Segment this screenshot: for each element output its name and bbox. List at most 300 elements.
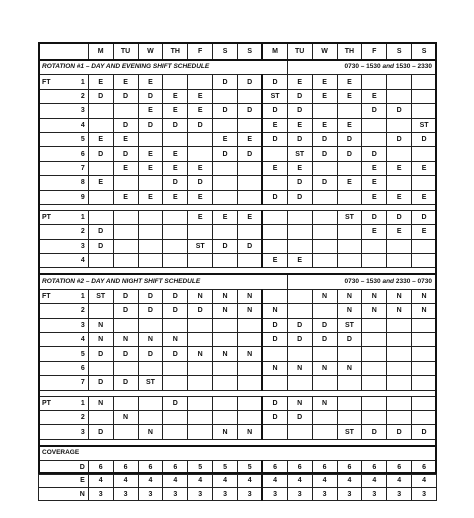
shift-cell: [387, 254, 412, 268]
staff-row: [39, 254, 437, 268]
shift-cell: N: [412, 289, 437, 303]
shift-time-a: 0730 – 1530: [344, 63, 381, 71]
shift-cell: D: [163, 118, 188, 132]
staff-type: FT: [39, 75, 64, 89]
shift-cell: [337, 254, 362, 268]
shift-cell: E: [213, 132, 238, 146]
coverage-cell: 4: [163, 474, 188, 487]
shift-cell: [163, 376, 188, 390]
day-header: S: [387, 43, 412, 60]
shift-cell: E: [337, 176, 362, 190]
shift-cell: [238, 333, 263, 347]
coverage-cell: 3: [88, 487, 113, 500]
shift-cell: [362, 410, 387, 424]
staff-number: 2: [63, 225, 88, 239]
shift-cell: [287, 425, 312, 439]
coverage-cell: 6: [88, 461, 113, 474]
coverage-cell: 6: [163, 461, 188, 474]
coverage-cell: 4: [337, 474, 362, 487]
staff-type: [39, 104, 64, 118]
shift-cell: E: [188, 190, 213, 204]
day-header: M: [88, 43, 113, 60]
coverage-cell: 3: [262, 487, 287, 500]
shift-cell: [312, 410, 337, 424]
coverage-label: N: [63, 487, 88, 500]
rotation-title: ROTATION #2 – DAY AND NIGHT SHIFT SCHEDULE: [39, 274, 288, 289]
shift-cell: [387, 147, 412, 161]
shift-cell: [362, 318, 387, 332]
shift-cell: D: [337, 132, 362, 146]
shift-cell: [163, 425, 188, 439]
staff-type: [39, 190, 64, 204]
shift-cell: D: [163, 347, 188, 361]
shift-cell: D: [412, 425, 437, 439]
coverage-cell: 3: [387, 487, 412, 500]
staff-number: 2: [63, 304, 88, 318]
shift-cell: [88, 410, 113, 424]
staff-number: 2: [63, 89, 88, 103]
shift-cell: [138, 210, 163, 224]
shift-cell: [113, 425, 138, 439]
shift-cell: E: [188, 210, 213, 224]
staff-type: [39, 410, 64, 424]
staff-row: [39, 132, 437, 146]
day-header: S: [238, 43, 263, 60]
shift-cell: ST: [138, 376, 163, 390]
shift-cell: D: [412, 210, 437, 224]
shift-cell: ST: [337, 318, 362, 332]
shift-cell: [238, 176, 263, 190]
coverage-row: [39, 487, 437, 500]
shift-cell: D: [262, 75, 287, 89]
shift-cell: D: [262, 333, 287, 347]
shift-cell: D: [387, 425, 412, 439]
staff-row: [39, 225, 437, 239]
shift-cell: D: [113, 147, 138, 161]
shift-cell: [138, 318, 163, 332]
shift-cell: D: [262, 318, 287, 332]
shift-cell: D: [213, 147, 238, 161]
coverage-cell: 3: [412, 487, 437, 500]
staff-type: PT: [39, 210, 64, 224]
shift-cell: [238, 118, 263, 132]
shift-cell: [188, 361, 213, 375]
shift-cell: [362, 254, 387, 268]
shift-cell: D: [138, 347, 163, 361]
shift-cell: [387, 318, 412, 332]
shift-cell: D: [163, 304, 188, 318]
shift-cell: [412, 239, 437, 253]
shift-cell: [362, 361, 387, 375]
shift-cell: E: [387, 225, 412, 239]
shift-cell: N: [88, 396, 113, 410]
shift-cell: E: [287, 118, 312, 132]
shift-cell: [88, 210, 113, 224]
rotation-title: ROTATION #1 – DAY AND EVENING SHIFT SCHEDULE: [39, 60, 288, 75]
staff-number: 1: [63, 289, 88, 303]
shift-cell: [188, 147, 213, 161]
shift-cell: [312, 161, 337, 175]
shift-cell: N: [287, 361, 312, 375]
shift-cell: [188, 376, 213, 390]
staff-row: [39, 304, 437, 318]
shift-cell: D: [88, 376, 113, 390]
staff-type: [39, 376, 64, 390]
coverage-spacer: [39, 487, 64, 500]
staff-number: 7: [63, 161, 88, 175]
shift-cell: D: [287, 333, 312, 347]
staff-row: [39, 239, 437, 253]
coverage-spacer: [39, 461, 64, 474]
shift-cell: N: [213, 425, 238, 439]
coverage-cell: 3: [113, 487, 138, 500]
day-header: M: [262, 43, 287, 60]
shift-cell: E: [387, 190, 412, 204]
staff-number: 5: [63, 132, 88, 146]
shift-cell: [213, 410, 238, 424]
coverage-cell: 6: [362, 461, 387, 474]
shift-cell: N: [138, 333, 163, 347]
shift-cell: [312, 347, 337, 361]
shift-cell: [238, 161, 263, 175]
shift-cell: D: [312, 333, 337, 347]
shift-cell: D: [387, 210, 412, 224]
shift-cell: [163, 410, 188, 424]
shift-cell: N: [412, 304, 437, 318]
shift-cell: [113, 104, 138, 118]
staff-type: [39, 239, 64, 253]
staff-row: [39, 89, 437, 103]
coverage-cell: 3: [213, 487, 238, 500]
shift-cell: [287, 239, 312, 253]
shift-cell: [138, 361, 163, 375]
shift-cell: E: [287, 161, 312, 175]
shift-cell: E: [138, 75, 163, 89]
shift-cell: [412, 347, 437, 361]
shift-cell: [362, 333, 387, 347]
coverage-row: [39, 461, 437, 474]
staff-row: [39, 333, 437, 347]
shift-cell: N: [163, 333, 188, 347]
shift-cell: N: [387, 289, 412, 303]
shift-cell: [362, 75, 387, 89]
shift-time-and: and: [382, 277, 395, 285]
shift-cell: [213, 225, 238, 239]
shift-cell: D: [312, 132, 337, 146]
shift-cell: [337, 347, 362, 361]
shift-cell: N: [337, 289, 362, 303]
shift-cell: [188, 410, 213, 424]
shift-cell: E: [188, 89, 213, 103]
shift-cell: E: [113, 190, 138, 204]
shift-cell: E: [163, 104, 188, 118]
shift-cell: [163, 254, 188, 268]
shift-cell: E: [312, 118, 337, 132]
staff-type: [39, 304, 64, 318]
shift-cell: [312, 239, 337, 253]
shift-cell: [312, 210, 337, 224]
shift-cell: [113, 361, 138, 375]
shift-cell: N: [262, 361, 287, 375]
shift-cell: [312, 104, 337, 118]
shift-cell: ST: [337, 425, 362, 439]
coverage-cell: 6: [412, 461, 437, 474]
shift-cell: D: [88, 225, 113, 239]
shift-cell: [163, 239, 188, 253]
shift-cell: [88, 254, 113, 268]
day-header: TH: [163, 43, 188, 60]
coverage-spacer: [39, 474, 64, 487]
shift-cell: D: [113, 376, 138, 390]
staff-number: 2: [63, 410, 88, 424]
shift-cell: E: [412, 161, 437, 175]
staff-row: [39, 210, 437, 224]
shift-cell: E: [287, 254, 312, 268]
shift-cell: [163, 132, 188, 146]
shift-cell: N: [337, 304, 362, 318]
shift-cell: [213, 161, 238, 175]
shift-cell: [287, 289, 312, 303]
shift-cell: E: [88, 75, 113, 89]
staff-row: [39, 118, 437, 132]
staff-number: 8: [63, 176, 88, 190]
shift-cell: [113, 210, 138, 224]
shift-cell: N: [88, 333, 113, 347]
shift-cell: D: [238, 75, 263, 89]
shift-cell: E: [362, 225, 387, 239]
shift-cell: [412, 176, 437, 190]
staff-number: 6: [63, 147, 88, 161]
shift-cell: [287, 347, 312, 361]
shift-cell: D: [312, 147, 337, 161]
shift-cell: D: [337, 333, 362, 347]
shift-cell: D: [412, 132, 437, 146]
shift-cell: E: [262, 118, 287, 132]
shift-cell: [362, 376, 387, 390]
shift-cell: [387, 89, 412, 103]
shift-cell: D: [138, 304, 163, 318]
shift-cell: [113, 318, 138, 332]
staff-type: [39, 176, 64, 190]
shift-cell: E: [337, 75, 362, 89]
shift-time-b: 1530 – 2330: [395, 63, 432, 71]
shift-cell: [312, 254, 337, 268]
shift-cell: D: [287, 104, 312, 118]
shift-cell: [287, 304, 312, 318]
shift-cell: [387, 347, 412, 361]
shift-cell: N: [88, 318, 113, 332]
staff-type: [39, 254, 64, 268]
shift-cell: N: [113, 333, 138, 347]
staff-row: [39, 289, 437, 303]
shift-cell: D: [287, 410, 312, 424]
shift-cell: D: [113, 304, 138, 318]
staff-number: 1: [63, 396, 88, 410]
staff-number: 4: [63, 254, 88, 268]
shift-cell: D: [387, 104, 412, 118]
shift-cell: E: [113, 132, 138, 146]
shift-cell: [312, 190, 337, 204]
shift-time-and: and: [382, 63, 395, 71]
shift-cell: N: [312, 289, 337, 303]
shift-cell: D: [88, 239, 113, 253]
shift-cell: N: [262, 304, 287, 318]
coverage-title: COVERAGE: [39, 446, 437, 461]
staff-number: 4: [63, 333, 88, 347]
shift-cell: [213, 176, 238, 190]
coverage-row: [39, 474, 437, 487]
shift-cell: D: [88, 89, 113, 103]
staff-type: [39, 89, 64, 103]
shift-cell: E: [238, 210, 263, 224]
shift-cell: D: [262, 396, 287, 410]
shift-cell: N: [337, 361, 362, 375]
shift-cell: N: [312, 361, 337, 375]
shift-cell: [213, 396, 238, 410]
shift-cell: D: [337, 147, 362, 161]
coverage-cell: 5: [238, 461, 263, 474]
shift-cell: [163, 318, 188, 332]
shift-cell: D: [238, 239, 263, 253]
coverage-cell: 3: [337, 487, 362, 500]
staff-number: 9: [63, 190, 88, 204]
shift-cell: E: [362, 190, 387, 204]
shift-cell: [188, 396, 213, 410]
shift-cell: D: [287, 132, 312, 146]
shift-cell: [337, 225, 362, 239]
rotation-title-row: [39, 60, 437, 75]
staff-row: [39, 161, 437, 175]
day-header: W: [138, 43, 163, 60]
shift-cell: D: [287, 318, 312, 332]
shift-cell: [238, 376, 263, 390]
shift-cell: [387, 361, 412, 375]
coverage-cell: 6: [262, 461, 287, 474]
shift-cell: [412, 396, 437, 410]
shift-cell: [412, 376, 437, 390]
shift-cell: [312, 225, 337, 239]
shift-cell: [412, 89, 437, 103]
shift-cell: [138, 254, 163, 268]
staff-type: [39, 361, 64, 375]
shift-cell: [262, 425, 287, 439]
shift-cell: [262, 210, 287, 224]
shift-cell: [163, 361, 188, 375]
staff-row: [39, 410, 437, 424]
shift-cell: [387, 239, 412, 253]
shift-cell: E: [163, 147, 188, 161]
shift-cell: D: [262, 410, 287, 424]
shift-cell: [88, 304, 113, 318]
coverage-cell: 4: [262, 474, 287, 487]
shift-cell: [238, 361, 263, 375]
shift-cell: E: [188, 161, 213, 175]
shift-cell: [287, 376, 312, 390]
day-header: S: [412, 43, 437, 60]
shift-cell: N: [362, 289, 387, 303]
shift-cell: E: [163, 161, 188, 175]
shift-cell: D: [362, 425, 387, 439]
day-header: W: [312, 43, 337, 60]
coverage-label: E: [63, 474, 88, 487]
shift-cell: N: [362, 304, 387, 318]
shift-cell: E: [337, 89, 362, 103]
shift-cell: ST: [88, 289, 113, 303]
staff-number: 4: [63, 118, 88, 132]
shift-cell: E: [312, 75, 337, 89]
shift-cell: [337, 376, 362, 390]
shift-cell: [138, 396, 163, 410]
shift-times: [287, 274, 436, 289]
shift-time-a: 0730 – 1530: [344, 277, 381, 285]
shift-cell: N: [312, 396, 337, 410]
shift-cell: N: [238, 289, 263, 303]
staff-number: 1: [63, 210, 88, 224]
shift-cell: ST: [262, 89, 287, 103]
shift-cell: [138, 225, 163, 239]
shift-cell: E: [138, 147, 163, 161]
shift-cell: E: [88, 132, 113, 146]
shift-cell: N: [188, 289, 213, 303]
shift-cell: D: [138, 118, 163, 132]
shift-cell: E: [362, 176, 387, 190]
shift-cell: [362, 239, 387, 253]
coverage-cell: 3: [287, 487, 312, 500]
shift-cell: [262, 376, 287, 390]
shift-cell: D: [188, 304, 213, 318]
coverage-cell: 4: [188, 474, 213, 487]
shift-cell: [362, 132, 387, 146]
coverage-cell: 6: [312, 461, 337, 474]
shift-cell: [362, 347, 387, 361]
shift-cell: D: [287, 190, 312, 204]
shift-cell: E: [213, 210, 238, 224]
shift-cell: [188, 132, 213, 146]
staff-type: [39, 347, 64, 361]
shift-cell: N: [138, 425, 163, 439]
shift-cell: [188, 225, 213, 239]
shift-cell: D: [188, 118, 213, 132]
coverage-cell: 5: [188, 461, 213, 474]
shift-cell: [238, 410, 263, 424]
shift-cell: [337, 190, 362, 204]
staff-row: [39, 361, 437, 375]
shift-cell: D: [138, 289, 163, 303]
coverage-cell: 4: [287, 474, 312, 487]
shift-cell: D: [163, 176, 188, 190]
shift-cell: E: [188, 104, 213, 118]
shift-cell: [113, 225, 138, 239]
staff-number: 3: [63, 425, 88, 439]
shift-cell: [88, 104, 113, 118]
staff-type: FT: [39, 289, 64, 303]
shift-cell: [188, 425, 213, 439]
staff-number: 6: [63, 361, 88, 375]
shift-cell: [88, 361, 113, 375]
coverage-title-row: [39, 446, 437, 461]
shift-cell: E: [238, 132, 263, 146]
staff-type: PT: [39, 396, 64, 410]
staff-number: 7: [63, 376, 88, 390]
shift-cell: [312, 376, 337, 390]
shift-cell: [163, 225, 188, 239]
shift-cell: [337, 161, 362, 175]
shift-cell: E: [362, 161, 387, 175]
coverage-cell: 4: [138, 474, 163, 487]
shift-cell: [412, 254, 437, 268]
coverage-cell: 3: [312, 487, 337, 500]
coverage-cell: 4: [387, 474, 412, 487]
